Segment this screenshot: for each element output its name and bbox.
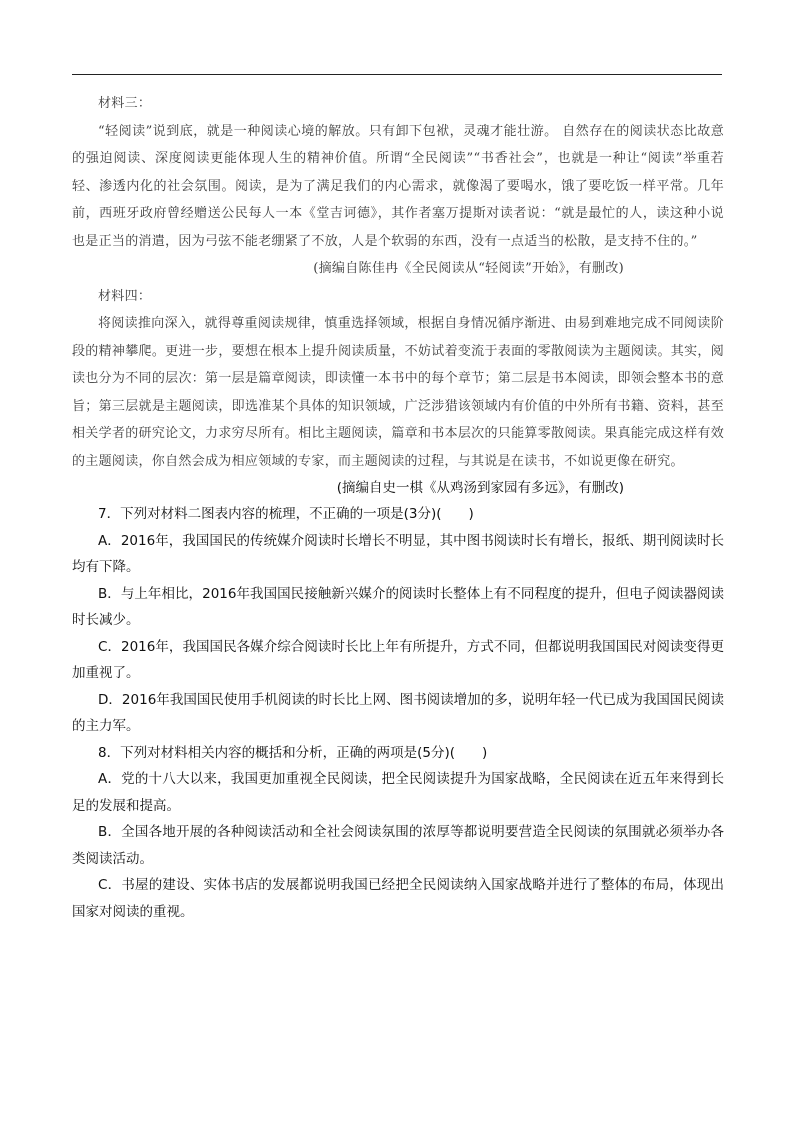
- material-three-label: 材料三：: [98, 96, 152, 111]
- material-four-source: (摘编自史一棋《从鸡汤到家园有多远》，有删改): [336, 480, 624, 496]
- question-eight-option-b: B．全国各地开展的各种阅读活动和全社会阅读氛围的浓厚等都说明要营造全民阅读的氛围就必须举办各类阅读活动。: [72, 824, 724, 867]
- material-three-source: (摘编自陈佳冉《全民阅读从“轻阅读”开始》，有删改): [313, 261, 624, 276]
- question-seven-stem: 7．下列对材料二图表内容的梳理，不正确的一项是(3分)( ): [98, 506, 474, 522]
- question-eight-option-c: C．书屋的建设、实体书店的发展都说明我国已经把全民阅读纳入国家战略并进行了整体的布局，体现出国家对阅读的重视。: [72, 877, 724, 920]
- header-rule: [72, 74, 722, 75]
- question-seven-option-b: B．与上年相比，2016年我国国民接触新兴媒介的阅读时长整体上有不同程度的提升，但电子阅读器阅读时长减少。: [72, 585, 724, 628]
- question-eight: [72, 740, 724, 926]
- question-eight-option-a: A．党的十八大以来，我国更加重视全民阅读，把全民阅读提升为国家战略，全民阅读在近五年来得到长足的发展和提高。: [72, 771, 724, 814]
- material-four-label: 材料四：: [98, 288, 152, 304]
- question-seven-option-a: A．2016年，我国国民的传统媒介阅读时长增长不明显，其中图书阅读时长有增长，报纸、期刊阅读时长均有下降。: [72, 532, 724, 575]
- material-three: [72, 90, 724, 283]
- question-seven-option-c: C．2016年，我国国民各媒介综合阅读时长比上年有所提升，方式不同，但都说明我国国民对阅读变得更加重视了。: [72, 638, 724, 681]
- material-three-paragraph: “轻阅读”说到底，就是一种阅读心境的解放。只有卸下包袱，灵魂才能壮游。 自然存在的阅读状态比故意的强迫阅读、深度阅读更能体现人生的精神价值。所谓“全民阅读”“书香社会”，也就是一种让“阅读”举重若轻、渗透内化的社会氛围。阅读，是为了满足我们的内心需求，就像渴了要喝水，饿了要吃饭一样平常。几年前，西班牙政府曾经赠送公民每人一本《堂吉诃德》，其作者塞万提斯对读者说：“就是最忙的人，读这种小说也是正当的消遣，因为弓弦不能老绷紧了不放，人是个软弱的东西，没有一点适当的松散，是支持不住的。”: [72, 123, 724, 249]
- material-four: [72, 283, 724, 476]
- material-four-paragraph: 将阅读推向深入，就得尊重阅读规律，慎重选择领域，根据自身情况循序渐进、由易到难地完成不同阅读阶段的精神攀爬。更进一步，要想在根本上提升阅读质量，不妨试着变流于表面的零散阅读为主题阅读。其实，阅读也分为不同的层次：第一层是篇章阅读，即读懂一本书中的每个章节；第二层是书本阅读，即领会整本书的意旨；第三层就是主题阅读，即选准某个具体的知识领域，广泛涉猎该领域内有价值的中外所有书籍、资料，甚至相关学者的研究论文，力求穷尽所有。相比主题阅读，篇章和书本层次的只能算零散阅读。果真能完成这样有效的主题阅读，你自然会成为相应领域的专家，而主题阅读的过程，与其说是在读书，不如说更像在研究。: [72, 316, 724, 469]
- question-seven-option-d: D．2016年我国国民使用手机阅读的时长比上网、图书阅读增加的多，说明年轻一代已成为我国国民阅读的主力军。: [72, 691, 724, 734]
- question-seven: [72, 501, 724, 740]
- document-body: [72, 90, 724, 925]
- question-eight-stem: 8．下列对材料相关内容的概括和分析，正确的两项是(5分)( ): [98, 744, 488, 761]
